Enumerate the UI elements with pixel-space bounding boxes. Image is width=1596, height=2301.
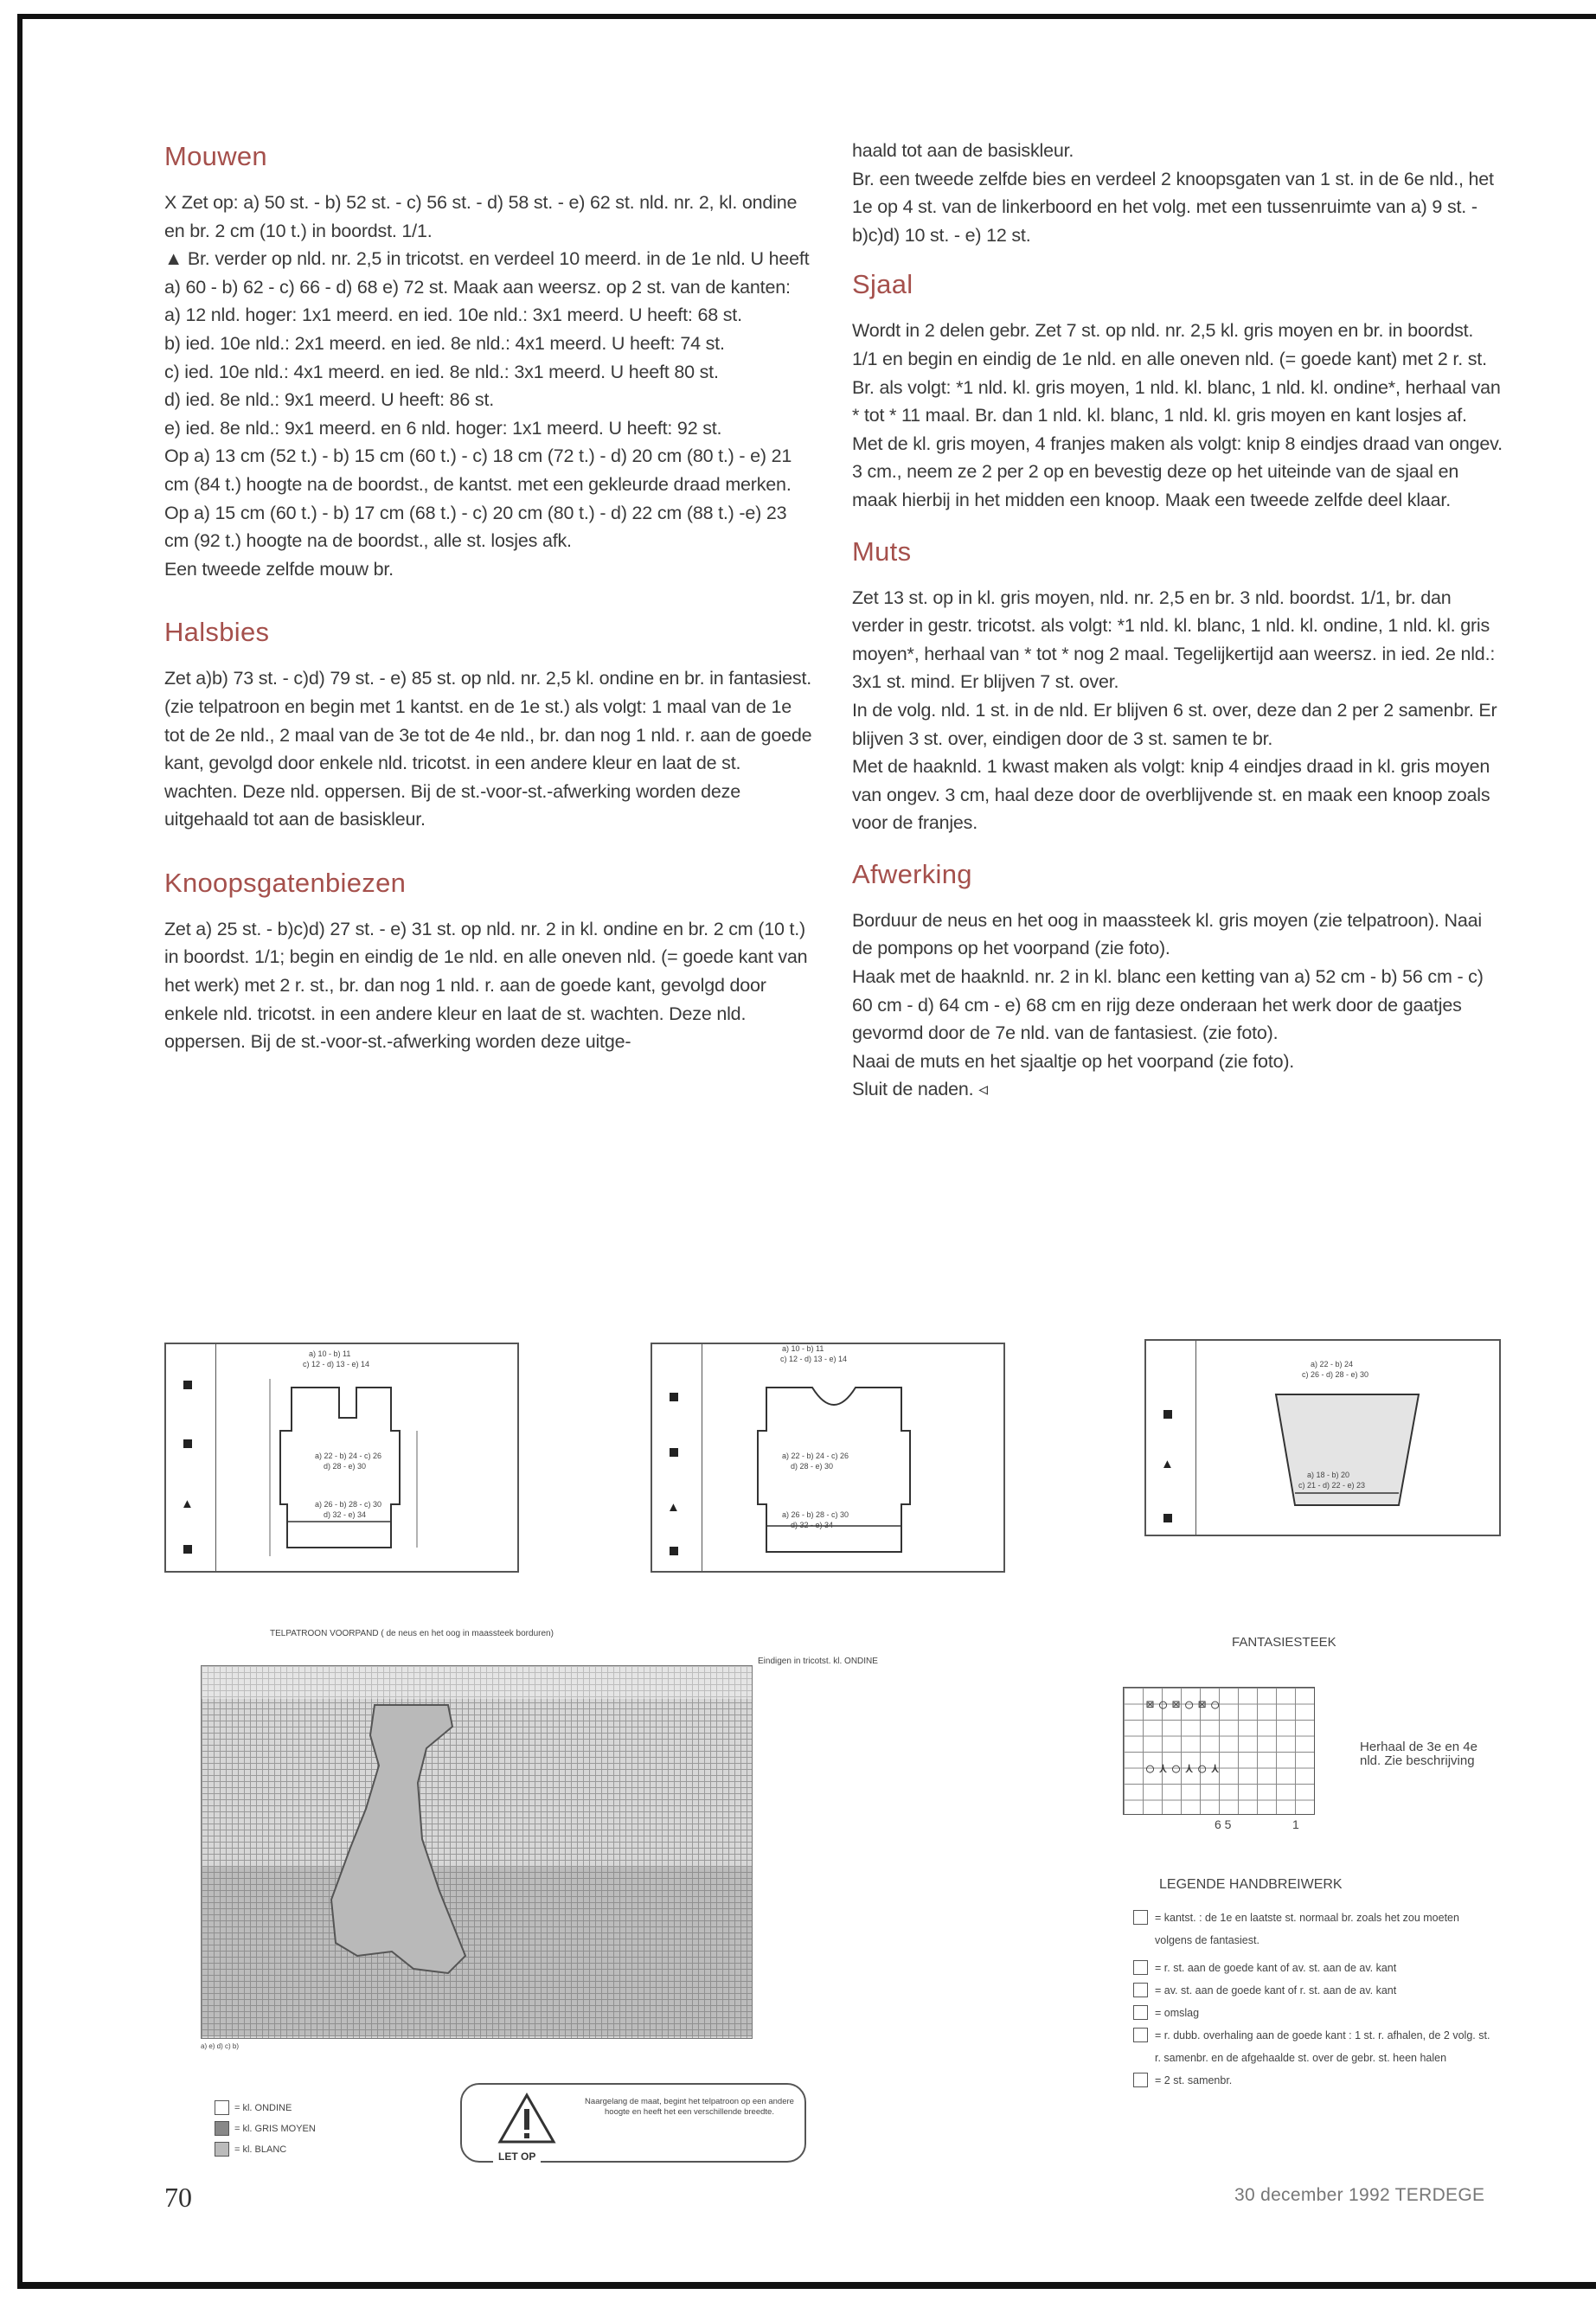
square-marker: [670, 1448, 678, 1457]
legende-list: [1133, 1907, 1497, 2092]
blanc-swatch: [215, 2142, 229, 2157]
paragraph: haald tot aan de basiskleur.: [852, 140, 1074, 161]
circle-marker: [670, 1393, 678, 1401]
paragraph: Sluit de naden. ◃: [852, 1079, 988, 1100]
label: a) 26 - b) 28 - c) 30: [315, 1500, 382, 1509]
paragraph: ▲ Br. verder op nld. nr. 2,5 in tricotst. en verdeel 10 meerd. in de 1e nld. U heeft a) 60 - b) 62 - c) 66 - d) 68 e) 72 st. Maak aan weersz. op 2 st. van de kanten:: [164, 248, 810, 298]
label: a) 22 - b) 24: [1311, 1360, 1354, 1368]
ondine-swatch: [215, 2100, 229, 2115]
x-marker: [183, 1545, 192, 1554]
x-marker: [670, 1547, 678, 1555]
label: a) 26 - b) 28 - c) 30: [782, 1510, 849, 1519]
label: d) 28 - e) 30: [791, 1462, 834, 1471]
label: d) 32 - e) 34: [324, 1510, 367, 1519]
section-title-afwerking: Afwerking: [852, 858, 972, 889]
fantasiesteek-title: FANTASIESTEEK: [1232, 1635, 1336, 1650]
paragraph: a) 12 nld. hoger: 1x1 meerd. en ied. 10e nld.: 3x1 meerd. U heeft: 68 st.: [164, 304, 742, 326]
paragraph: Naai de muts en het sjaaltje op het voorpand (zie foto).: [852, 1050, 1295, 1072]
legende-item: = r. dubb. overhaling aan de goede kant : 1 st. r. afhalen, de 2 volg. st. r. samenbr. en de afgehaalde st. over de gebr. st. heen halen: [1133, 2024, 1497, 2069]
section-title-sjaal: Sjaal: [852, 269, 913, 300]
paragraph: Haak met de haaknld. nr. 2 in kl. blanc een ketting van a) 52 cm - b) 56 cm - c) 60 cm - d) 64 cm - e) 68 cm en rijg deze onderaan het werk door de gaatjes gevormd door de 7e nld. van de fantasiest. (zie foto).: [852, 966, 1484, 1044]
right-column: [852, 137, 1503, 1104]
legende-item: = kantst. : de 1e en laatste st. normaal br. zoals het zou moeten volgens de fantasiest.: [1133, 1907, 1497, 1952]
section-title-muts: Muts: [852, 535, 912, 567]
triangle-marker: ▲: [1161, 1457, 1174, 1471]
label: a) 22 - b) 24 - c) 26: [315, 1452, 382, 1460]
page-number: 70: [164, 2182, 192, 2213]
label: c) 21 - d) 22 - e) 23: [1298, 1481, 1366, 1490]
label: d) 32 - e) 34: [791, 1521, 834, 1529]
label: a) 10 - b) 11: [309, 1349, 351, 1358]
recht-symbol: [1133, 1960, 1148, 1975]
paragraph: Op a) 13 cm (52 t.) - b) 15 cm (60 t.) - c) 18 cm (72 t.) - d) 20 cm (80 t.) - e) 21 cm (84 t.) hoogte na de boordst., de kantst. met een gekleurde draad merken.: [164, 445, 792, 495]
stitch-row-bottom: ○⋏○⋏○⋏: [1146, 1760, 1225, 1776]
paragraph: Een tweede zelfde mouw br.: [164, 558, 394, 580]
sleeve-schematic: [1144, 1339, 1501, 1536]
chart-title: TELPATROON VOORPAND ( de neus en het oog in maassteek borduren): [270, 1629, 554, 1638]
warning-label: LET OP: [493, 2150, 541, 2163]
kantsteek-symbol: [1133, 1910, 1148, 1925]
averecht-symbol: [1133, 1983, 1148, 1997]
samenbreien-symbol: [1133, 2073, 1148, 2087]
paragraph: X Zet op: a) 50 st. - b) 52 st. - c) 56 st. - d) 58 st. - e) 62 st. nld. nr. 2, kl. ondine en br. 2 cm (10 t.) in boordst. 1/1.: [164, 192, 798, 241]
x-marker: [1163, 1514, 1172, 1522]
size-marker-strip: [1146, 1341, 1196, 1535]
label: a) 10 - b) 11: [782, 1344, 824, 1353]
paragraph: Br. een tweede zelfde bies en verdeel 2 knoopsgaten van 1 st. in de 6e nld., het 1e op 4 st. van de linkerboord en het volg. met een tussenruimte van a) 9 st. - b)c)d) 10 st. - e) 12 st.: [852, 168, 1494, 246]
left-column: [164, 140, 815, 1056]
label: c) 12 - d) 13 - e) 14: [780, 1355, 848, 1363]
back-panel-schematic: [651, 1343, 1005, 1573]
label: d) 28 - e) 30: [324, 1462, 367, 1471]
warning-box: [460, 2083, 806, 2163]
paragraph: In de volg. nld. 1 st. in de nld. Er blijven 6 st. over, deze dan 2 per 2 samenbr. Er blijven 3 st. over, eindigen door de 3 st. samen te br.: [852, 699, 1497, 749]
size-marker-strip: [652, 1344, 702, 1571]
legende-item: = av. st. aan de goede kant of r. st. aan de av. kant: [1133, 1979, 1497, 2002]
fantasiesteek-grid: [1123, 1687, 1315, 1815]
fantasiesteek-stitch-one: 1: [1292, 1817, 1299, 1831]
paragraph: Zet a)b) 73 st. - c)d) 79 st. - e) 85 st. op nld. nr. 2,5 kl. ondine en br. in fantasiest. (zie telpatroon en begin met 1 kantst. en de 1e st.) als volgt: 1 maal van de 1e tot de 2e nld., 2 maal van de 3e tot de 4e nld., br. dan nog 1 nld. r. aan de goede kant, gevolgd door enkele nld. tricotst. in een andere kleur en laat de st. wachten. Deze nld. oppersen. Bij de st.-voor-st.-afwerking worden deze uitgehaald tot aan de basiskleur.: [164, 668, 812, 830]
paragraph: e) ied. 8e nld.: 9x1 meerd. en 6 nld. hoger: 1x1 meerd. U heeft: 92 st.: [164, 417, 722, 439]
back-outline-svg: [704, 1344, 1003, 1571]
paragraph: Op a) 15 cm (60 t.) - b) 17 cm (68 t.) - c) 20 cm (80 t.) - d) 22 cm (88 t.) -e) 23 cm (92 t.) hoogte na de boordst., alle st. losjes afk.: [164, 502, 787, 552]
paragraph: Zet 13 st. op in kl. gris moyen, nld. nr. 2,5 en br. 3 nld. boordst. 1/1, br. dan verder in gestr. tricotst. als volgt: *1 nld. kl. blanc, 1 nld. kl. ondine, 1 nld. kl. gris moyen*, herhaal van * tot * nog 2 maal. Tegelijkertijd aan weersz. in ied. 2e nld.: 3x1 st. mind. Er blijven 7 st. over.: [852, 586, 1496, 693]
paragraph: Borduur de neus en het oog in maassteek kl. gris moyen (zie telpatroon). Naai de pompons op het voorpand (zie foto).: [852, 909, 1482, 959]
mouwen-body: [164, 189, 815, 583]
fantasiesteek-stitch-numbers: 6 5: [1215, 1817, 1232, 1831]
paragraph: Zet a) 25 st. - b)c)d) 27 st. - e) 31 st. op nld. nr. 2 in kl. ondine en br. 2 cm (10 t.) in boordst. 1/1; begin en eindig de 1e nld. en alle oneven nld. (= goede kant van het werk) met 2 r. st., br. dan nog 1 nld. r. aan de goede kant, gevolgd door enkele nld. tricotst. in een andere kleur en laat de st. wachten. Deze nld. oppersen. Bij de st.-voor-st.-afwerking worden deze uitge-: [164, 918, 808, 1053]
page-border-top: [17, 14, 1596, 19]
warning-text: Naargelang de maat, begint het telpatroon op een andere hoogte en heeft het een verschillende breedte.: [585, 2097, 794, 2117]
paragraph: Met de haaknld. 1 kwast maken als volgt: knip 4 eindjes draad in kl. gris moyen van ongev. 3 cm, haal deze door de overblijvende st. en maak een knoop zoals voor de franjes.: [852, 756, 1490, 834]
chart-end-note: Eindigen in tricotst. kl. ONDINE: [758, 1657, 878, 1666]
legende-title: LEGENDE HANDBREIWERK: [1159, 1877, 1343, 1892]
dubbele-overhaling-symbol: [1133, 2028, 1148, 2042]
label: a) 18 - b) 20: [1307, 1471, 1350, 1479]
legende-item: = 2 st. samenbr.: [1133, 2069, 1497, 2092]
legend-blanc: = kl. BLANC: [215, 2142, 286, 2157]
section-title-mouwen: Mouwen: [164, 141, 267, 171]
footer-issue: 30 december 1992 TERDEGE: [1234, 2185, 1485, 2205]
legend-ondine: = kl. ONDINE: [215, 2100, 292, 2115]
section-title-halsbies: Halsbies: [164, 617, 270, 648]
label: c) 12 - d) 13 - e) 14: [303, 1360, 370, 1368]
legende-item: = omslag: [1133, 2002, 1497, 2024]
stitch-row-top: ⊠○⊠○⊠○: [1146, 1696, 1225, 1712]
warning-icon: [497, 2092, 557, 2145]
fantasiesteek-repeat-note: Herhaal de 3e en 4e nld. Zie beschrijving: [1360, 1740, 1477, 1768]
triangle-marker: ▲: [181, 1497, 194, 1511]
paragraph: Wordt in 2 delen gebr. Zet 7 st. op nld. nr. 2,5 kl. gris moyen en br. in boordst. 1/1 en begin en eindig de 1e nld. en alle oneven nld. (= goede kant) met 2 r. st. Br. als volgt: *1 nld. kl. gris moyen, 1 nld. kl. blanc, 1 nld. kl. ondine*, herhaal van * tot * 11 maal. Br. dan 1 nld. kl. blanc, 1 nld. kl. gris moyen en kant losjes af.: [852, 320, 1501, 426]
square-marker: [183, 1439, 192, 1448]
bear-motif-svg: [202, 1666, 752, 2038]
chart-size-markers: a) e) d) c) b): [201, 2042, 240, 2050]
omslag-symbol: [1133, 2005, 1148, 2020]
legende-item: = r. st. aan de goede kant of av. st. aan de av. kant: [1133, 1957, 1497, 1979]
size-marker-strip: [166, 1344, 216, 1571]
section-title-knoopsgatenbiezen: Knoopsgatenbiezen: [164, 867, 407, 898]
gris-moyen-swatch: [215, 2121, 229, 2136]
square-marker: [1163, 1410, 1172, 1419]
front-panel-schematic: [164, 1343, 519, 1573]
paragraph: c) ied. 10e nld.: 4x1 meerd. en ied. 8e nld.: 3x1 meerd. U heeft 80 st.: [164, 361, 719, 382]
label: a) 22 - b) 24 - c) 26: [782, 1452, 849, 1460]
paragraph: b) ied. 10e nld.: 2x1 meerd. en ied. 8e nld.: 4x1 meerd. U heeft: 74 st.: [164, 332, 725, 354]
circle-marker: [183, 1381, 192, 1389]
paragraph: d) ied. 8e nld.: 9x1 meerd. U heeft: 86 st.: [164, 389, 495, 411]
page-border-left: [17, 14, 22, 2289]
label: c) 26 - d) 28 - e) 30: [1302, 1370, 1369, 1379]
paragraph: Met de kl. gris moyen, 4 franjes maken als volgt: knip 8 eindjes draad van ongev. 3 cm., neem ze 2 per 2 op en bevestig deze op het uiteinde van de sjaal en maak hierbij in het midden een knoop. Maak een tweede zelfde deel klaar.: [852, 433, 1503, 510]
page-border-bottom: [17, 2282, 1596, 2289]
triangle-marker: ▲: [667, 1500, 680, 1515]
knitting-chart-grid: [201, 1665, 753, 2039]
legend-gris-moyen: = kl. GRIS MOYEN: [215, 2121, 316, 2136]
